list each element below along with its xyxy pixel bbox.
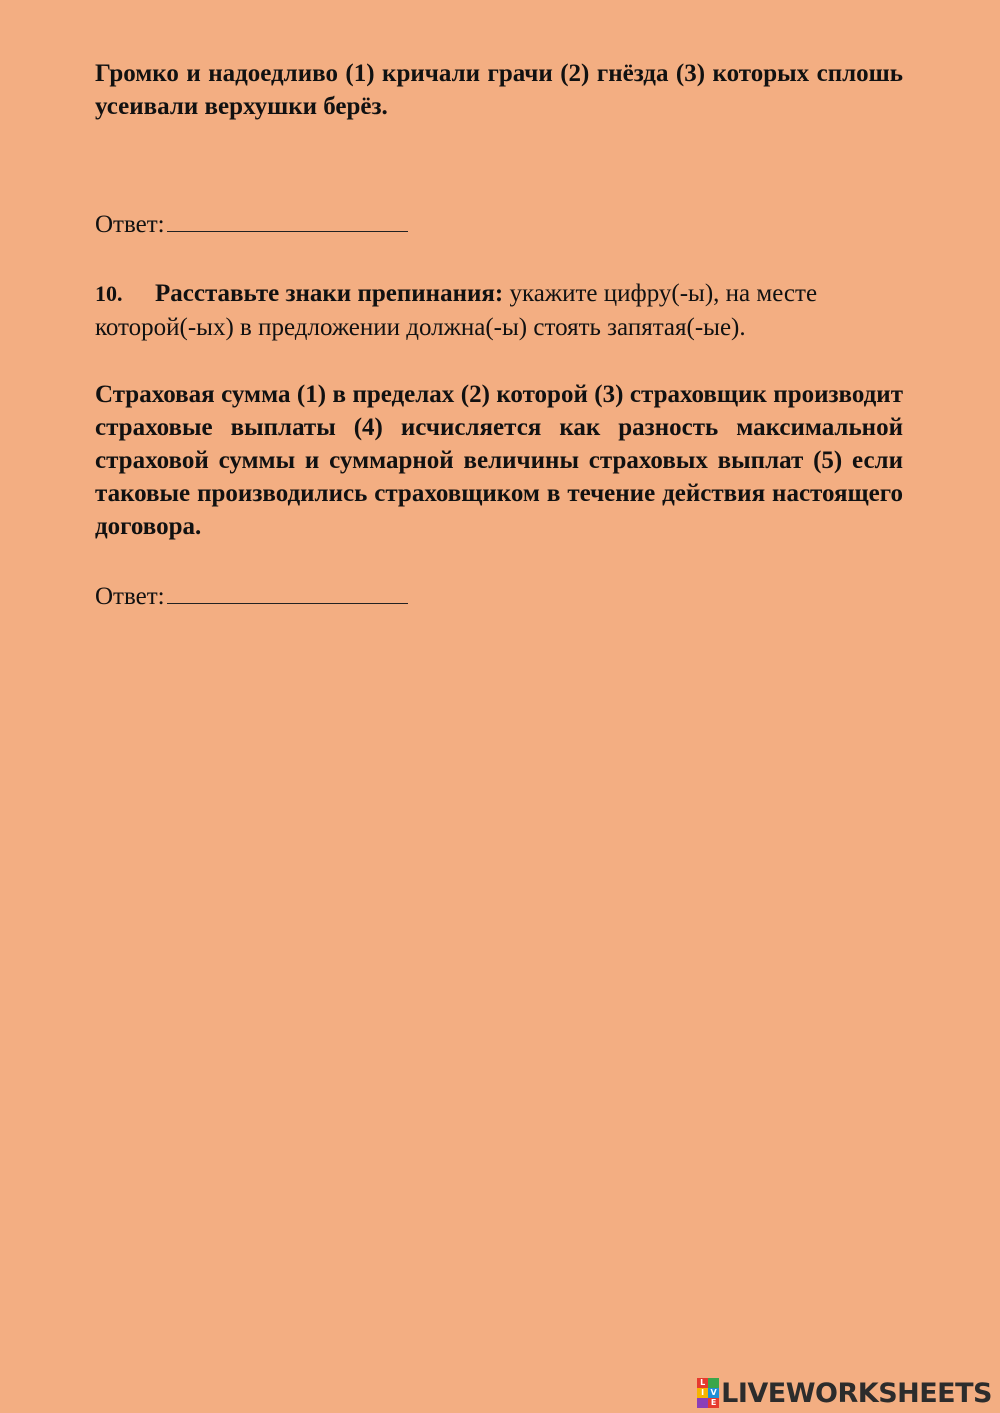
answer-label: Ответ: <box>95 211 165 238</box>
logo-mark-letter: I <box>697 1388 708 1398</box>
logo-text: LIVEWORKSHEETS <box>721 1377 992 1409</box>
logo-mark-letter: E <box>708 1398 719 1408</box>
answer-blank-line[interactable] <box>167 583 408 604</box>
logo-mark-letter: L <box>697 1378 708 1388</box>
answer-field-2[interactable] <box>95 580 408 613</box>
task-10 <box>95 277 903 345</box>
sentence-1: Громко и надоедливо (1) кричали грачи (2) гнёзда (3) которых сплошь усеивали верхушки берёз. <box>95 60 903 120</box>
task-instruction-text: укажите цифру(-ы), на месте которой(-ых) в предложении должна(-ы) стоять запятая(-ые). <box>95 280 818 341</box>
logo-mark-letter: V <box>708 1388 719 1398</box>
answer-field-1[interactable] <box>95 208 408 241</box>
task-number: 10. <box>95 281 123 306</box>
task-instruction-bold: Расставьте знаки препинания: <box>155 280 504 307</box>
liveworksheets-logo <box>697 1376 992 1410</box>
answer-label: Ответ: <box>95 583 165 610</box>
answer-blank-line[interactable] <box>167 211 408 232</box>
logo-mark-block <box>708 1378 719 1388</box>
logo-mark-block <box>697 1398 708 1408</box>
logo-mark-icon <box>697 1378 719 1408</box>
sentence-2: Страховая сумма (1) в пределах (2) которой (3) страховщик производит страховые выплаты (4) исчисляется как разность максимальной страховой суммы и суммарной величины страховых выплат (5) если таковые производились страховщиком в течение действия настоящего договора. <box>95 381 903 540</box>
